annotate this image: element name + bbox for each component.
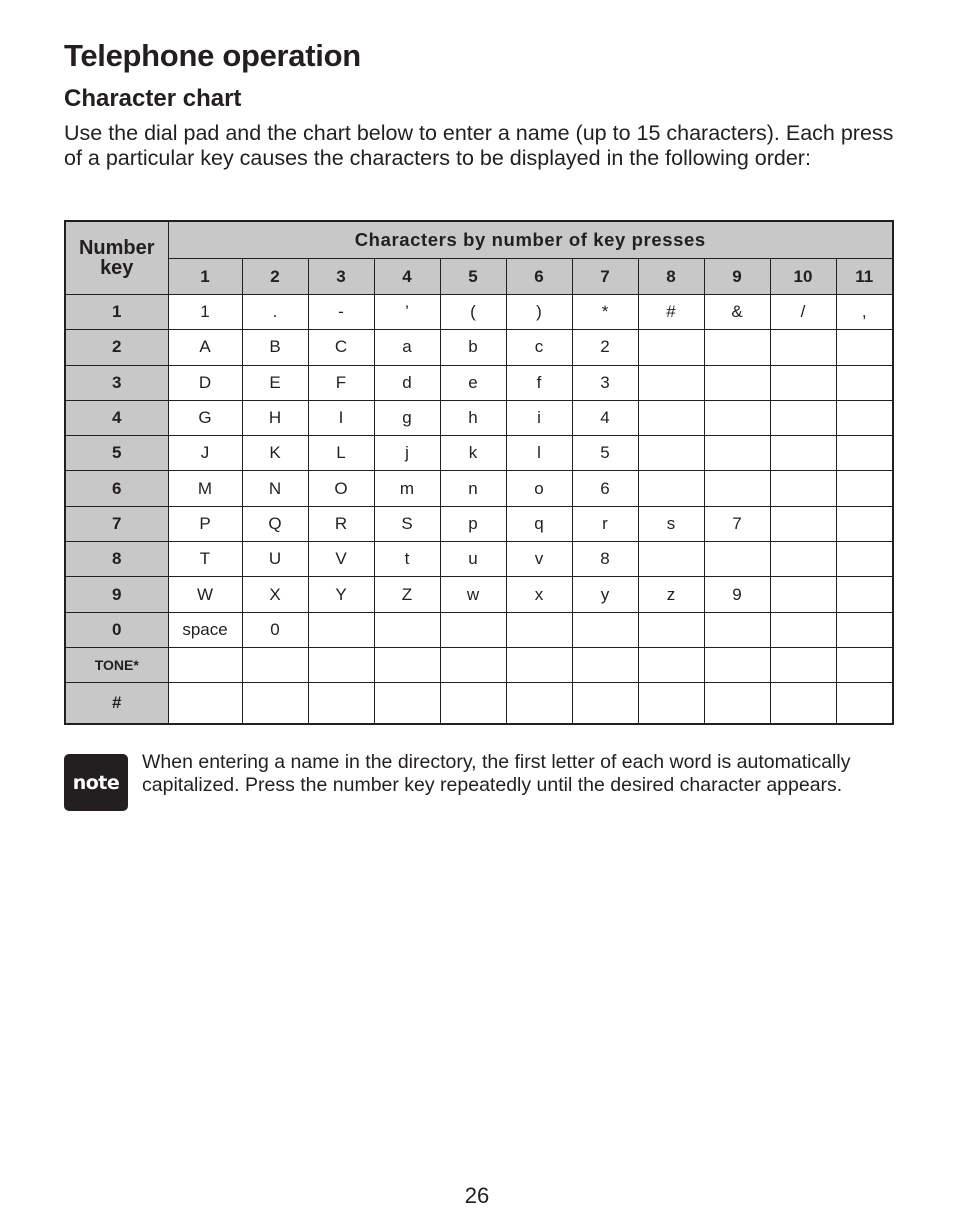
character-cell [374,612,440,647]
character-cell: e [440,365,506,400]
page-number: 26 [464,1183,490,1208]
character-cell [836,436,893,471]
character-cell: . [242,295,308,330]
character-cell [836,400,893,435]
character-cell: N [242,471,308,506]
character-cell [836,471,893,506]
character-cell [506,683,572,724]
character-cell [638,683,704,724]
character-cell: h [440,400,506,435]
character-cell: H [242,400,308,435]
character-cell: g [374,400,440,435]
character-cell: U [242,542,308,577]
character-cell [168,683,242,724]
press-number-header: 8 [638,259,704,295]
character-cell: f [506,365,572,400]
character-cell [638,436,704,471]
character-cell: Y [308,577,374,612]
character-cell: 6 [572,471,638,506]
table-row [65,330,893,365]
character-cell: 8 [572,542,638,577]
character-cell [770,330,836,365]
character-cell: ( [440,295,506,330]
character-cell: b [440,330,506,365]
character-cell [638,330,704,365]
character-cell [440,647,506,682]
character-cell: / [770,295,836,330]
note-badge-icon [64,754,128,811]
character-cell [836,647,893,682]
character-cell: ) [506,295,572,330]
character-cell: M [168,471,242,506]
character-cell [638,542,704,577]
note-text: When entering a name in the directory, the first letter of each word is automatically capitalized. Press the number key repeatedly until the desired character appears. [142,751,851,796]
character-cell [440,683,506,724]
number-key-cell: 3 [65,365,168,400]
character-cell: space [168,612,242,647]
table-row [65,436,893,471]
section-title: Character chart [64,85,242,112]
character-cell: K [242,436,308,471]
table-row [65,647,893,682]
character-cell [638,612,704,647]
table-row [65,365,893,400]
character-cell: X [242,577,308,612]
character-cell [638,365,704,400]
character-cell [836,577,893,612]
table-row [65,683,893,724]
character-cell: D [168,365,242,400]
table-row [65,612,893,647]
character-cell [704,647,770,682]
character-cell: 0 [242,612,308,647]
number-key-cell: 8 [65,542,168,577]
character-cell [572,683,638,724]
character-cell [770,542,836,577]
character-cell: p [440,506,506,541]
character-cell: L [308,436,374,471]
character-cell [836,612,893,647]
table-row [65,295,893,330]
character-cell: B [242,330,308,365]
character-cell: - [308,295,374,330]
character-cell: 7 [704,506,770,541]
character-cell: z [638,577,704,612]
character-cell [572,612,638,647]
number-key-cell: 2 [65,330,168,365]
character-cell: 4 [572,400,638,435]
character-chart-table [64,220,894,725]
character-cell [704,436,770,471]
character-cell: T [168,542,242,577]
character-cell: y [572,577,638,612]
character-cell [374,647,440,682]
character-cell: , [836,295,893,330]
character-cell [836,506,893,541]
character-cell [770,506,836,541]
character-cell: * [572,295,638,330]
note-badge-label: note [72,771,120,794]
character-cell: S [374,506,440,541]
character-cell: E [242,365,308,400]
character-cell: l [506,436,572,471]
page-title: Telephone operation [64,38,361,73]
character-cell [638,400,704,435]
character-cell [374,683,440,724]
press-number-header: 4 [374,259,440,295]
character-cell: 3 [572,365,638,400]
number-key-cell: 0 [65,612,168,647]
character-cell [308,683,374,724]
press-number-header: 10 [770,259,836,295]
number-key-cell: 7 [65,506,168,541]
character-cell [242,647,308,682]
character-cell: I [308,400,374,435]
character-cell [836,330,893,365]
character-cell: c [506,330,572,365]
character-cell: & [704,295,770,330]
character-cell: u [440,542,506,577]
character-cell: w [440,577,506,612]
character-cell [168,647,242,682]
intro-paragraph: Use the dial pad and the chart below to enter a name (up to 15 characters). Each press of a particular key causes the characters to be displayed in the following order: [64,121,894,170]
character-cell: # [638,295,704,330]
number-key-header: Number key [65,221,168,295]
character-cell [770,471,836,506]
character-cell: P [168,506,242,541]
character-cell [770,577,836,612]
number-key-cell: 1 [65,295,168,330]
character-cell: Q [242,506,308,541]
character-cell: 5 [572,436,638,471]
character-cell [770,365,836,400]
character-cell [506,647,572,682]
number-key-cell: 9 [65,577,168,612]
character-cell [704,683,770,724]
press-number-header: 9 [704,259,770,295]
character-cell: k [440,436,506,471]
character-cell: V [308,542,374,577]
table-row [65,471,893,506]
character-cell: x [506,577,572,612]
character-cell [770,400,836,435]
press-number-header: 1 [168,259,242,295]
character-cell: ’ [374,295,440,330]
character-cell [572,647,638,682]
character-cell: 2 [572,330,638,365]
character-cell [704,365,770,400]
character-cell: q [506,506,572,541]
character-cell: m [374,471,440,506]
character-cell: O [308,471,374,506]
press-number-header: 3 [308,259,374,295]
character-cell [308,612,374,647]
character-cell: A [168,330,242,365]
character-cell: r [572,506,638,541]
press-number-header: 11 [836,259,893,295]
table-row [65,542,893,577]
character-cell: C [308,330,374,365]
character-cell [704,612,770,647]
press-number-header: 2 [242,259,308,295]
character-cell [704,400,770,435]
number-key-cell: # [65,683,168,724]
character-cell [506,612,572,647]
character-cell: o [506,471,572,506]
character-cell: G [168,400,242,435]
character-cell [770,612,836,647]
character-cell: R [308,506,374,541]
key-presses-header: Characters by number of key presses [168,221,893,259]
character-cell: F [308,365,374,400]
table-row [65,506,893,541]
number-key-cell: 5 [65,436,168,471]
character-cell: 1 [168,295,242,330]
press-number-header: 7 [572,259,638,295]
character-cell [836,365,893,400]
table-row [65,400,893,435]
character-cell: n [440,471,506,506]
character-cell: Z [374,577,440,612]
character-cell: d [374,365,440,400]
number-key-cell: TONE* [65,647,168,682]
character-cell [770,683,836,724]
character-cell [242,683,308,724]
character-cell: i [506,400,572,435]
character-cell [770,647,836,682]
character-cell: a [374,330,440,365]
character-cell [836,683,893,724]
character-cell [836,542,893,577]
character-cell: 9 [704,577,770,612]
character-cell [704,542,770,577]
character-cell: J [168,436,242,471]
character-cell [440,612,506,647]
character-cell: j [374,436,440,471]
table-row [65,577,893,612]
character-cell [638,647,704,682]
character-cell: s [638,506,704,541]
character-cell: W [168,577,242,612]
character-cell: v [506,542,572,577]
character-cell: t [374,542,440,577]
character-cell [308,647,374,682]
press-number-header: 6 [506,259,572,295]
character-cell [770,436,836,471]
press-number-header: 5 [440,259,506,295]
number-key-cell: 4 [65,400,168,435]
character-cell [638,471,704,506]
character-cell [704,330,770,365]
character-cell [704,471,770,506]
number-key-cell: 6 [65,471,168,506]
